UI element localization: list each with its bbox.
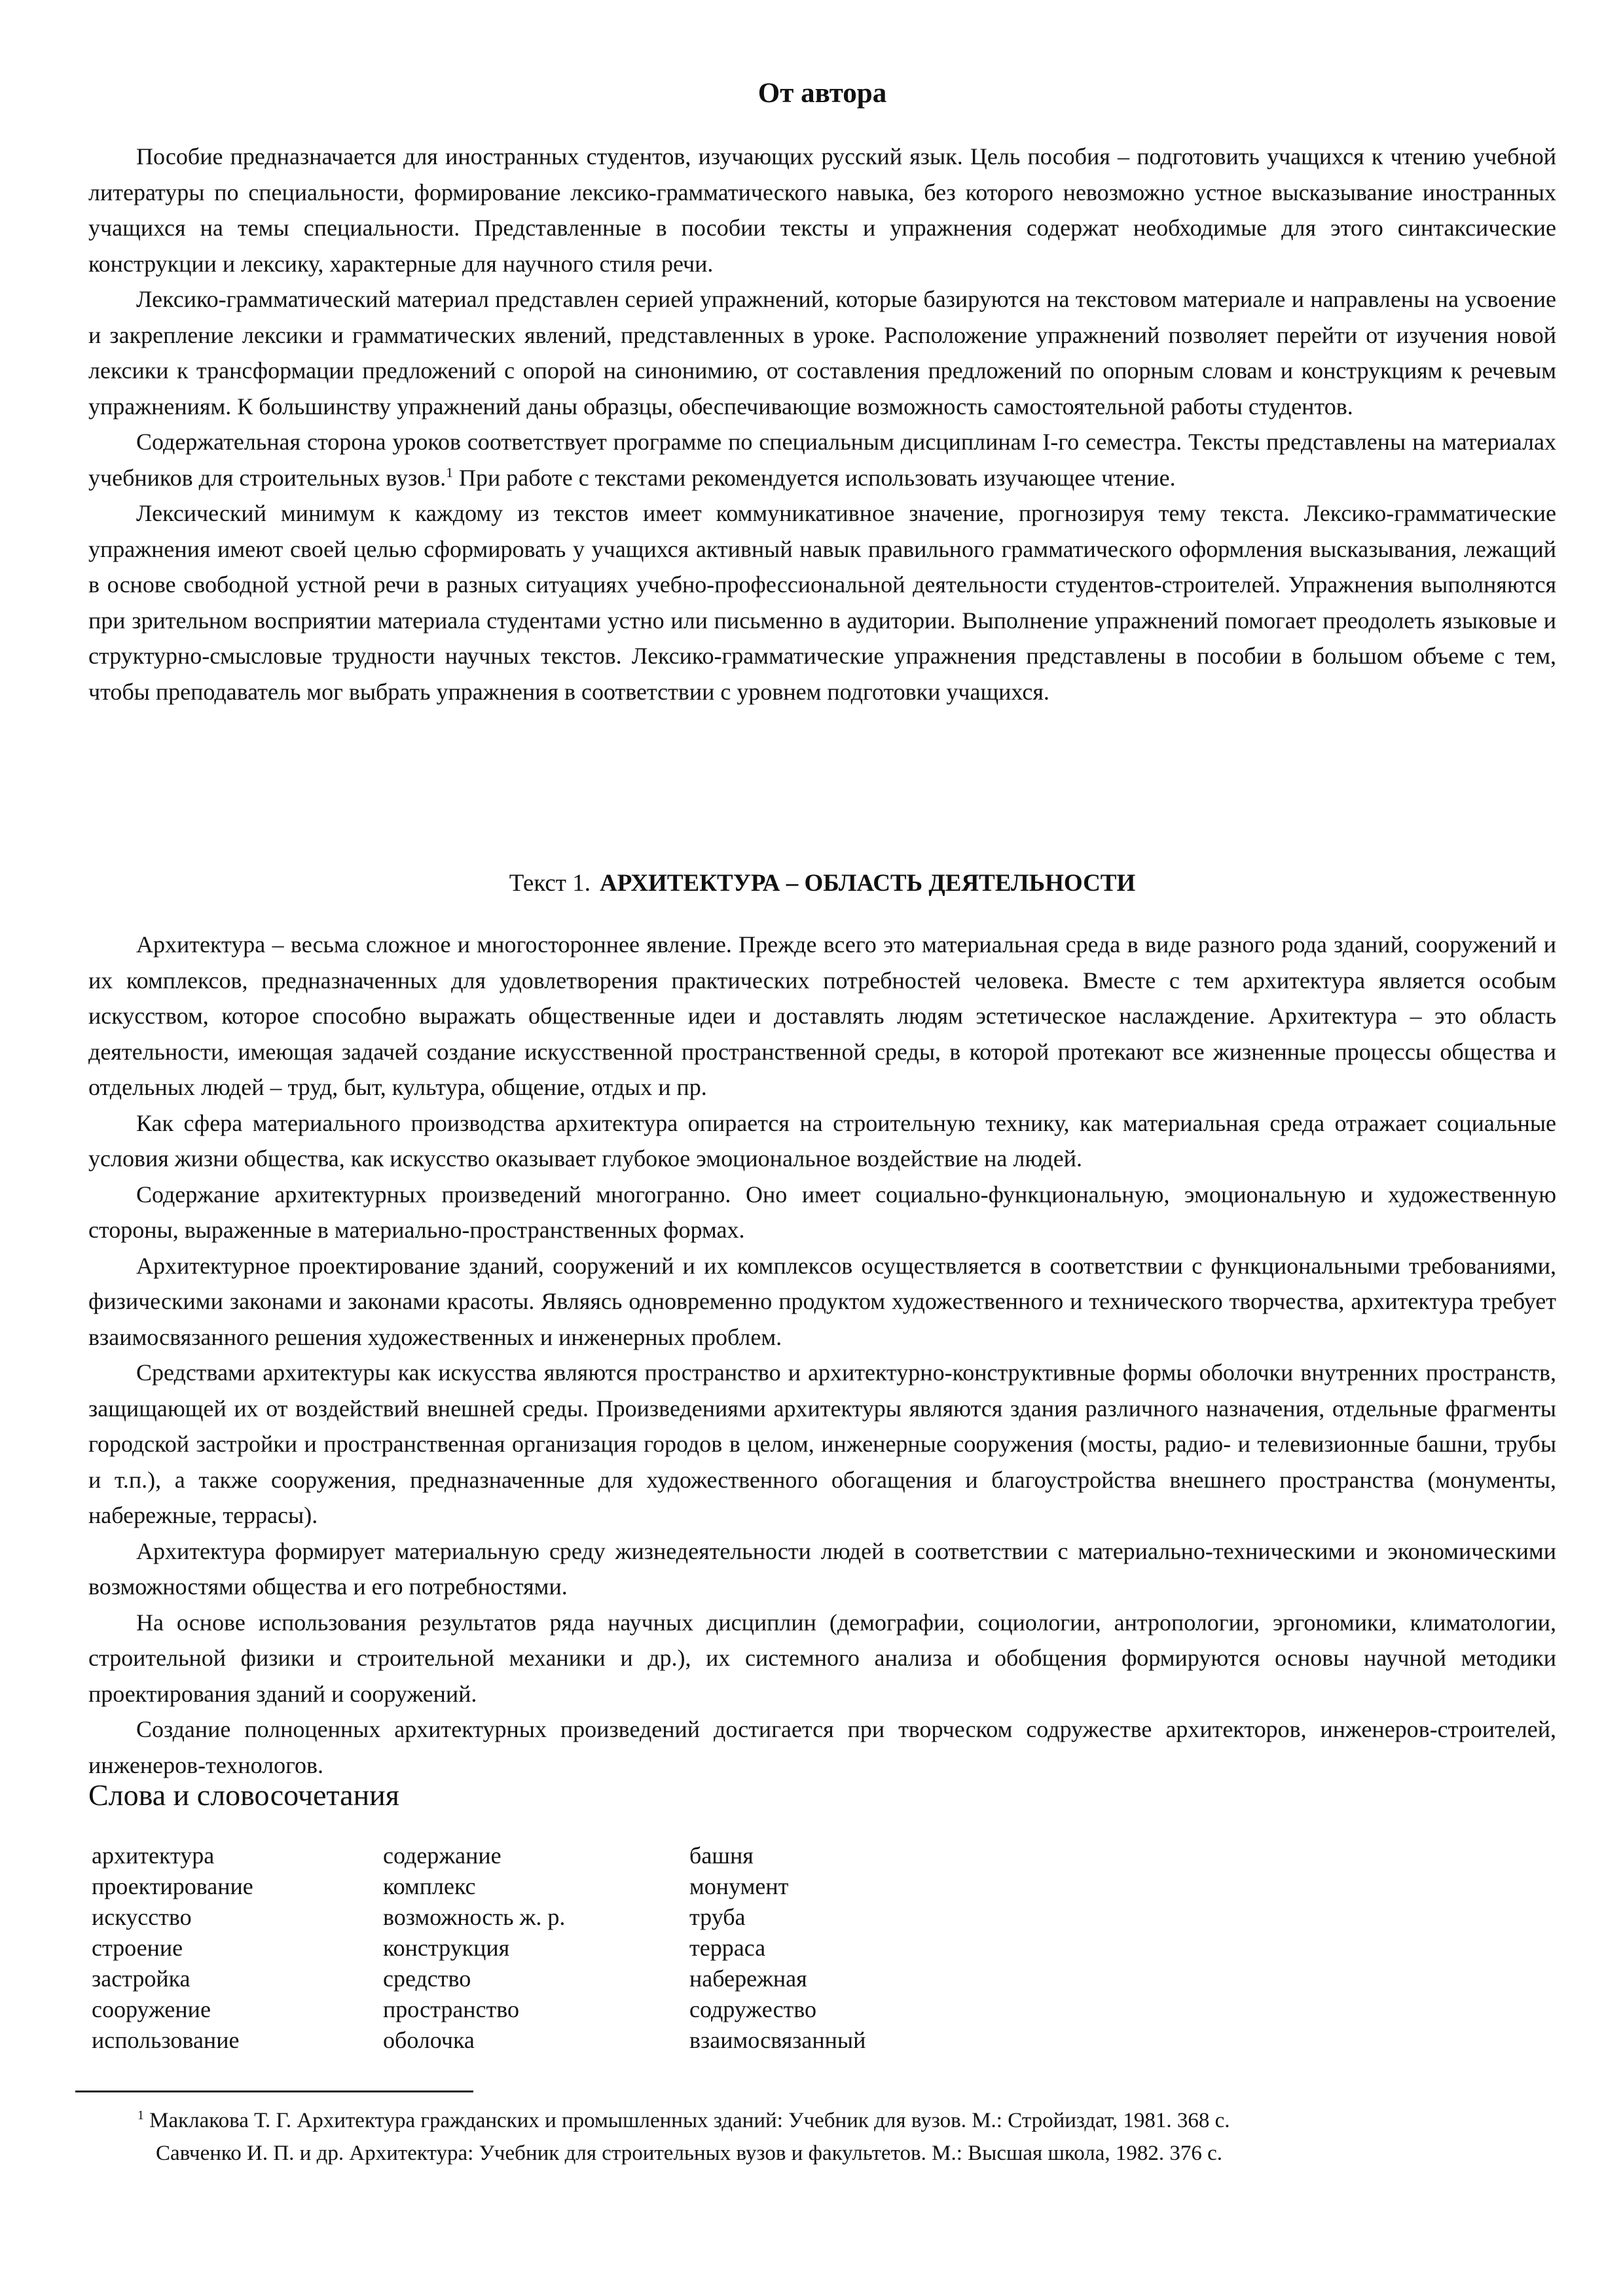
vocabulary-word: содержание <box>383 1842 501 1869</box>
preface-body <box>88 139 1556 709</box>
footnote-divider <box>75 2090 473 2092</box>
text-paragraph: Как сфера материального производства архитектура опирается на строительную технику, как материальная среда отражает социальные условия жизни общества, как искусство оказывает глубокое эмоциональное воздействие на людей. <box>88 1109 1556 1172</box>
vocabulary-word: монумент <box>689 1873 789 1899</box>
vocabulary-word: конструкция <box>383 1935 510 1961</box>
vocabulary-word: сооружение <box>92 1996 211 2022</box>
footnote-line <box>137 2104 1512 2137</box>
vocabulary-column <box>383 1840 689 2056</box>
preface-title: От автора <box>757 78 887 109</box>
preface-paragraph: Лексико-грамматический материал представлен серией упражнений, которые базируются на текстовом материале и направлены на усвоение и закрепление лексики и грамматических явлений, представленных в уроке. Расположение упражнений позволяет перейти от изучения новой лексики к трансформации предложений с опорой на синонимию, от составления предложений по опорным словам и конструкциям к речевым упражнениям. К большинству упражнений даны образцы, обеспечивающие возможность самостоятельной работы студентов. <box>88 286 1556 420</box>
footnote-mark: 1 <box>137 2108 144 2123</box>
vocabulary-column <box>689 1840 984 2056</box>
vocabulary-word: пространство <box>383 1996 520 2022</box>
vocabulary-word: проектирование <box>92 1873 253 1899</box>
vocabulary-word: набережная <box>689 1965 807 1992</box>
text-title: АРХИТЕКТУРА – ОБЛАСТЬ ДЕЯТЕЛЬНОСТИ <box>599 870 1136 897</box>
footnote-text: Маклакова Т. Г. Архитектура гражданских и промышленных зданий: Учебник для вузов. М.: Стройиздат, 1981. 368 с. <box>149 2109 1230 2132</box>
vocabulary-word: комплекс <box>383 1873 476 1899</box>
footnote-reference: 1 <box>446 464 453 480</box>
text-paragraph: Содержание архитектурных произведений многогранно. Оно имеет социально-функциональную, эмоциональную и художественную стороны, выраженные в материально-пространственных формах. <box>88 1181 1556 1243</box>
vocabulary-word: строение <box>92 1935 183 1961</box>
vocabulary-column <box>92 1840 383 2056</box>
vocabulary-title: Слова и словосочетания <box>88 1778 399 1812</box>
text-heading <box>88 869 1556 897</box>
text-paragraph: Архитектурное проектирование зданий, сооружений и их комплексов осуществляется в соответствии с функциональными требованиями, физическими законами и законами красоты. Являясь одновременно продуктом художественного и технического творчества, архитектура требует взаимосвязанного решения художественных и инженерных проблем. <box>88 1252 1556 1350</box>
vocabulary-word: средство <box>383 1965 471 1992</box>
text-label: Текст 1. <box>509 870 591 897</box>
vocabulary-word: труба <box>689 1904 746 1930</box>
preface-paragraph: Пособие предназначается для иностранных студентов, изучающих русский язык. Цель пособия – подготовить учащихся к чтению учебной литературы по специальности, формирование лексико-грамматического навыка, без которого невозможно устное высказывание иностранных учащихся на темы специальности. Представленные в пособии тексты и упражнения содержат необходимые для этого синтаксические конструкции и лексику, характерные для научного стиля речи. <box>88 143 1556 277</box>
vocabulary-word: искусство <box>92 1904 192 1930</box>
text-paragraph: Архитектура – весьма сложное и многостороннее явление. Прежде всего это материальная среда в виде разного рода зданий, сооружений и их комплексов, предназначенных для удовлетворения практических потребностей человека. Вместе с тем архитектура является особым искусством, которое способно выражать общественные идеи и доставлять людям эстетическое наслаждение. Архитектура – это область деятельности, имеющая задачей создание искусственной пространственной среды, в которой протекают все жизненные процессы общества и отдельных людей – труд, быт, культура, общение, отдых и пр. <box>88 931 1556 1100</box>
text-paragraph: Средствами архитектуры как искусства являются пространство и архитектурно-конструктивные формы оболочки внутренних пространств, защищающей их от воздействий внешней среды. Произведениями архитектуры являются здания различного назначения, отдельные фрагменты городской застройки и пространственная организация городов в целом, инженерные сооружения (мосты, радио- и телевизионные башни, трубы и т.п.), а также сооружения, предназначенные для художественного обогащения и благоустройства внешнего пространства (монументы, набережные, террасы). <box>88 1359 1556 1528</box>
vocabulary-word: содружество <box>689 1996 817 2022</box>
footnote-line <box>137 2137 1512 2170</box>
preface-paragraph: Лексический минимум к каждому из текстов имеет коммуникативное значение, прогнозируя тему текста. Лексико-грамматические упражнения имеют своей целью сформировать у учащихся активный навык правильного грамматического оформления высказывания, лежащий в основе свободной устной речи в разных ситуациях учебно-профессиональной деятельности студентов-строителей. Упражнения выполняются при зрительном восприятии материала студентами устно или письменно в аудитории. Выполнение упражнений помогает преодолеть языковые и структурно-смысловые трудности научных текстов. Лексико-грамматические упражнения представлены в пособии в большом объеме с тем, чтобы преподаватель мог выбрать упражнения в соответствии с уровнем подготовки учащихся. <box>88 500 1556 705</box>
text-paragraph: Архитектура формирует материальную среду жизнедеятельности людей в соответствии с материально-техническими и экономическими возможностями общества и его потребностями. <box>88 1537 1556 1600</box>
vocabulary-word: взаимосвязанный <box>689 2027 866 2053</box>
vocabulary-word: застройка <box>92 1965 191 1992</box>
footnote-text: Савченко И. П. и др. Архитектура: Учебник для строительных вузов и факультетов. М.: Высшая школа, 1982. 376 с. <box>156 2142 1223 2165</box>
text-paragraph: Создание полноценных архитектурных произведений достигается при творческом содружестве архитекторов, инженеров-строителей, инженеров-технологов. <box>88 1716 1556 1778</box>
text-body <box>88 927 1556 1783</box>
vocabulary-list <box>92 1840 984 2056</box>
footnotes <box>137 2104 1512 2170</box>
vocabulary-word: башня <box>689 1842 754 1869</box>
vocabulary-word: использование <box>92 2027 240 2053</box>
vocabulary-word: архитектура <box>92 1842 215 1869</box>
vocabulary-word: терраса <box>689 1935 766 1961</box>
preface-paragraph-text: Содержательная сторона уроков соответствует программе по специальным дисциплинам I-го семестра. Тексты представлены на материалах учебников для строительных вузов. <box>88 429 1556 491</box>
vocabulary-word: возможность ж. р. <box>383 1904 566 1930</box>
preface-paragraph <box>88 424 1556 495</box>
preface-paragraph-text: При работе с текстами рекомендуется использовать изучающее чтение. <box>452 464 1176 491</box>
vocabulary-word: оболочка <box>383 2027 475 2053</box>
text-paragraph: На основе использования результатов ряда научных дисциплин (демографии, социологии, антропологии, эргономики, климатологии, строительной физики и строительной механики и др.), их системного анализа и обобщения формируются основы научной методики проектирования зданий и сооружений. <box>88 1609 1556 1707</box>
